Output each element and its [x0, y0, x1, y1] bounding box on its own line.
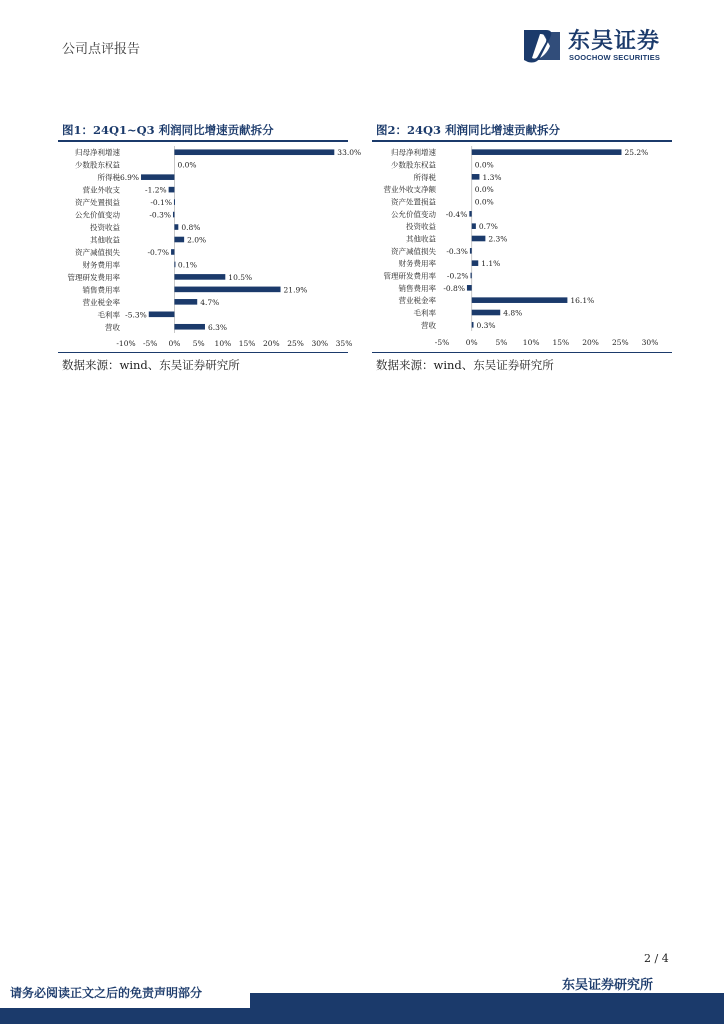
footer-org: 东吴证券研究所 [562, 978, 654, 993]
category-label: 毛利率 [413, 308, 436, 318]
data-label: 1.3% [482, 172, 502, 182]
data-label: 0.0% [474, 185, 494, 195]
data-label: 0.1% [177, 260, 197, 270]
category-label: 资产减值损失 [391, 246, 436, 256]
figure2-top-rule [372, 140, 672, 142]
category-label: 销售费用率 [398, 283, 436, 293]
data-label: 2.3% [488, 234, 508, 244]
data-label: 25.2% [624, 148, 649, 158]
figure1-source: 数据来源：wind、东吴证券研究所 [62, 358, 240, 372]
x-tick-label: 25% [287, 339, 304, 348]
bar [174, 224, 178, 230]
company-logo [520, 26, 680, 66]
x-tick-label: 10% [522, 338, 540, 347]
figure1-bottom-rule [58, 352, 348, 353]
category-label: 资产减值损失 [75, 247, 120, 257]
x-tick-label: 0% [168, 339, 181, 348]
category-label: 所得税 [97, 173, 120, 183]
bar [472, 297, 568, 303]
bar [169, 187, 175, 193]
data-label: -0.3% [149, 210, 171, 220]
data-label: 16.1% [570, 296, 595, 306]
figure1-title: 图1：24Q1~Q3 利润同比增速贡献拆分 [62, 123, 274, 137]
data-label: -1.2% [145, 185, 167, 195]
category-label: 毛利率 [97, 310, 120, 320]
bar [174, 262, 175, 268]
data-label: 33.0% [337, 148, 362, 158]
bar [149, 312, 175, 318]
x-tick-label: 5% [192, 339, 205, 348]
x-tick-label: 20% [262, 339, 280, 348]
category-label: 公允价值变动 [75, 210, 120, 220]
category-label: 管理研发费用率 [383, 271, 436, 281]
data-label: 21.9% [283, 285, 308, 295]
data-label: -0.4% [445, 209, 468, 219]
category-label: 销售费用率 [82, 285, 120, 295]
x-tick-label: -5% [434, 338, 450, 347]
x-tick-label: 5% [495, 338, 508, 347]
category-label: 投资收益 [406, 222, 436, 232]
data-label: 0.3% [476, 320, 496, 330]
x-tick-label: 35% [335, 339, 353, 348]
bar [174, 237, 184, 243]
bar [174, 274, 225, 280]
data-label: -0.7% [147, 247, 170, 257]
bar [171, 249, 174, 255]
figure2-source: 数据来源：wind、东吴证券研究所 [376, 358, 554, 372]
data-label: 2.0% [187, 235, 207, 245]
data-label: -5.3% [125, 310, 147, 320]
footer-disclaimer: 请务必阅读正文之后的免责声明部分 [10, 986, 203, 1000]
bar [472, 260, 479, 266]
data-label: -0.2% [446, 271, 469, 281]
category-label: 归母净利增速 [391, 148, 436, 158]
category-label: 少数股东权益 [75, 160, 120, 170]
category-label: 营业外收支净额 [383, 185, 436, 195]
data-label: -0.3% [446, 246, 468, 256]
category-label: 其他收益 [406, 234, 436, 244]
category-label: 营收 [421, 320, 436, 330]
figure1-chart [58, 143, 362, 355]
logo-name-cn: 东吴证券 [568, 29, 661, 54]
bar [174, 287, 280, 293]
bar [472, 236, 486, 242]
bar [141, 174, 174, 180]
x-tick-label: 10% [214, 339, 232, 348]
x-tick-label: -5% [143, 339, 158, 348]
data-label: 0.0% [474, 197, 494, 207]
category-label: 管理研发费用率 [67, 272, 120, 282]
figure1-top-rule [58, 140, 348, 142]
category-label: 所得税 [413, 172, 436, 182]
data-label: 4.7% [200, 297, 220, 307]
bar [173, 212, 174, 218]
x-tick-label: -10% [116, 339, 136, 348]
data-label: -6.9% [117, 173, 140, 183]
x-tick-label: 30% [311, 339, 329, 348]
bar [470, 248, 472, 254]
category-label: 财务费用率 [82, 260, 120, 270]
figure2-chart [372, 143, 672, 355]
bar [174, 149, 334, 155]
category-label: 归母净利增速 [75, 148, 120, 158]
data-label: 0.0% [474, 160, 494, 170]
x-tick-label: 30% [641, 338, 659, 347]
bar [471, 273, 472, 279]
category-label: 营收 [105, 322, 120, 332]
data-label: 1.1% [481, 259, 501, 269]
figure1-chart-svg [58, 143, 362, 351]
category-label: 财务费用率 [398, 259, 436, 269]
bar [472, 310, 501, 316]
x-tick-label: 15% [552, 338, 570, 347]
logo-name-en: SOOCHOW SECURITIES [569, 53, 661, 62]
bar [472, 149, 622, 155]
bar [174, 299, 197, 305]
logo-mark-icon [520, 26, 564, 66]
category-label: 资产处置损益 [391, 197, 436, 207]
bar [469, 211, 471, 217]
page-number: 2 / 4 [644, 952, 669, 965]
bar [472, 223, 476, 229]
bar [174, 199, 175, 205]
x-tick-label: 15% [238, 339, 256, 348]
bar [467, 285, 472, 291]
data-label: 0.0% [177, 160, 197, 170]
bar [472, 322, 474, 328]
x-tick-label: 25% [611, 338, 629, 347]
category-label: 少数股东权益 [391, 160, 436, 170]
category-label: 公允价值变动 [391, 209, 436, 219]
category-label: 投资收益 [90, 223, 120, 233]
data-label: -0.8% [443, 283, 465, 293]
bar [174, 324, 205, 330]
data-label: 4.8% [503, 308, 523, 318]
category-label: 营业税金率 [398, 296, 436, 306]
category-label: 营业外收支 [82, 185, 120, 195]
data-label: 0.7% [478, 222, 498, 232]
data-label: 0.8% [181, 223, 201, 233]
data-label: -0.1% [150, 198, 172, 208]
category-label: 营业税金率 [82, 297, 120, 307]
data-label: 6.3% [207, 322, 228, 332]
figure2-chart-svg [372, 143, 672, 351]
category-label: 其他收益 [90, 235, 120, 245]
figure2-bottom-rule [372, 352, 672, 353]
header-section-label: 公司点评报告 [62, 42, 141, 57]
figure2-title: 图2：24Q3 利润同比增速贡献拆分 [376, 123, 561, 137]
data-label: 10.5% [228, 272, 253, 282]
x-tick-label: 20% [582, 338, 599, 347]
x-tick-label: 0% [465, 338, 478, 347]
bar [472, 174, 480, 180]
category-label: 资产处置损益 [75, 198, 120, 208]
